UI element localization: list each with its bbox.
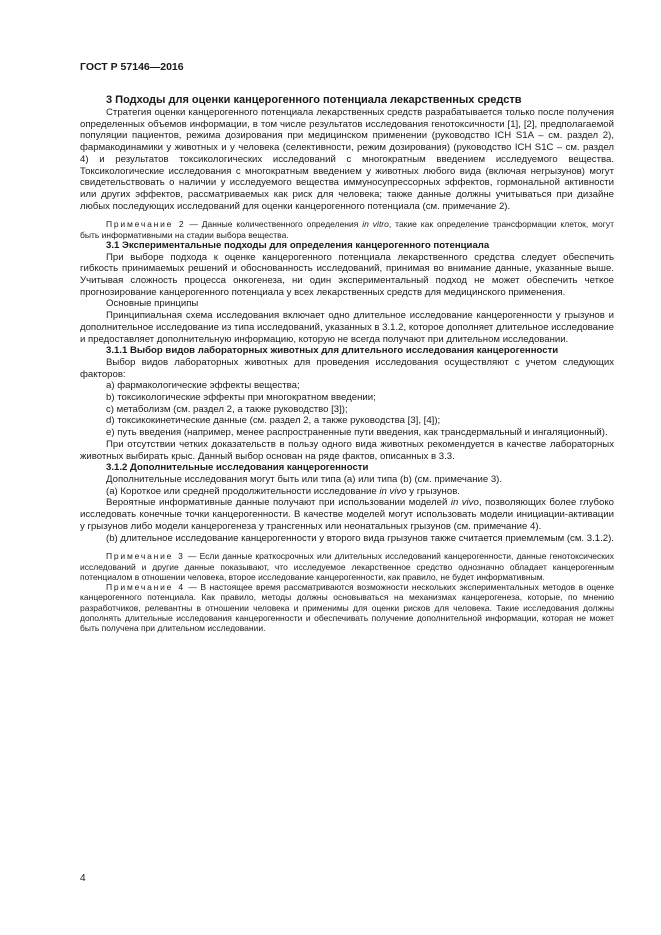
section-3-1-2-title: 3.1.2 Дополнительные исследования канцерогенности (106, 462, 369, 474)
section-3-1-1-closing: При отсутствии четких доказательств в пользу одного вида животных рекомендуется в качестве лабораторных животных выбирать крыс. Данный выбор основан на ряде фактов, описанных в 3.3. (80, 438, 614, 462)
page-content (80, 93, 614, 634)
note-3-label: Примечание 3 (106, 551, 185, 562)
section-3-1-1-title: 3.1.1 Выбор видов лабораторных животных для длительного исследования канцерогенности (106, 345, 559, 357)
note-2-label: Примечание 2 (106, 219, 186, 230)
section-3-1-1-intro: Выбор видов лабораторных животных для проведения исследования осуществляют с учетом следующих факторов: (80, 356, 614, 380)
list-item: d) токсикокинетические данные (см. раздел 2, а также руководства [3], [4]); (106, 415, 441, 427)
note-4: Примечание 4 — В настоящее время рассматриваются возможности нескольких экспериментальных методов в оценке канцерогенного потенциала. Как правило, методы должны основываться на механизмах канцерогенеза, которые, по мнению разработчиков, релевантны в отношении человека и применимы для оценки рисков для человека. Такие исследования должны дополнять длительные исследования канцерогенности и обеспечивать получение дополнительной информации, которая не может быть получена при длительном исследовании. (80, 582, 614, 634)
page-number: 4 (80, 873, 86, 884)
section-3-title: 3 Подходы для оценки канцерогенного потенциала лекарственных средств (106, 94, 522, 106)
section-3-intro: Стратегия оценки канцерогенного потенциала лекарственных средств разрабатывается только после получения определенных объемов информации, в том числе результатов исследования генотоксичности [1], [2], предполагаемой популяции пациентов, режима дозирования при медицинском применении (руководство ICH S1A – см. раздел 2), фармакодинамики у животных и у человека (селективности, режим дозирования) (руководство ICH S1C – см. раздел 4) и результатов токсикологических исследований с многократным введением исследуемого вещества. Токсикологические исследования с многократным введением у животных любого вида (включая негрызунов) могут свидетельствовать о наличии у исследуемого вещества иммуносупрессорных эффектов, гормональной активности или других эффектов, рассматриваемых как риск для человека; также данные должны учитываться при дизайне любых последующих исследований для оценки канцерогенного потенциала (см. примечание 2). (80, 107, 614, 212)
section-3-1-title: 3.1 Экспериментальные подходы для определения канцерогенного потенциала (106, 239, 490, 251)
document-header: ГОСТ Р 57146—2016 (80, 61, 184, 73)
list-item: b) токсикологические эффекты при многократном введении; (106, 392, 376, 404)
section-3-1-2-para-2: (а) Короткое или средней продолжительности исследование in vivo у грызунов. (106, 485, 460, 497)
section-3-1-para-2: Принципиальная схема исследования включает одно длительное исследование канцерогенности у грызунов и дополнительное исследование из типа исследований, указанных в 3.1.2, которое дополняет длительное исследование и предоставляет дополнительную информацию, которую не всегда получают при длительном исследовании. (80, 310, 614, 345)
section-3-1-para-1: При выборе подхода к оценке канцерогенного потенциала лекарственного средства следует обеспечить гибкость принимаемых решений и обоснованность исследований, принимая во внимание данные, указанные выше. Учитывая сложность процесса онкогенеза, ни один экспериментальный подход не может обеспечить четкое прогнозирование канцерогенного потенциала у всех лекарственных средств для медицинского применения. (80, 251, 614, 298)
note-2: Примечание 2 — Данные количественного определения in vitro, такие как определение трансформации клеток, могут быть информативными на стадии выбора вещества. (80, 219, 614, 240)
basic-principles-heading: Основные принципы (106, 298, 199, 310)
note-4-label: Примечание 4 (106, 582, 185, 593)
section-3-1-2-para-4: (b) длительное исследование канцерогенности у второго вида грызунов также считается приемлемым (см. 3.1.2). (106, 532, 614, 544)
section-3-1-2-para-3: Вероятные информативные данные получают при использовании моделей in vivo, позволяющих более глубоко исследовать конечные точки канцерогенности. В качестве моделей могут использовать модели инициации-активации у грызунов либо модели канцерогенеза у трансгенных или неонатальных грызунов (см. примечание 4). (80, 497, 614, 532)
section-3-1-2-para-1: Дополнительные исследования могут быть или типа (а) или типа (b) (см. примечание 3). (106, 473, 503, 485)
note-3: Примечание 3 — Если данные краткосрочных или длительных исследований канцерогенности, данные генотоксических исследований и другие данные показывают, что исследуемое лекарственное средство однозначно обладает канцерогенным потенциалом в отношении человека, второе исследование канцерогенности, как правило, не будет информативным. (80, 551, 614, 582)
list-item: а) фармакологические эффекты вещества; (106, 380, 300, 392)
list-item: е) путь введения (например, менее распространенные пути введения, как трансдермальный и ингаляционный). (106, 427, 608, 439)
list-item: c) метаболизм (см. раздел 2, а также руководство [3]); (106, 403, 348, 415)
